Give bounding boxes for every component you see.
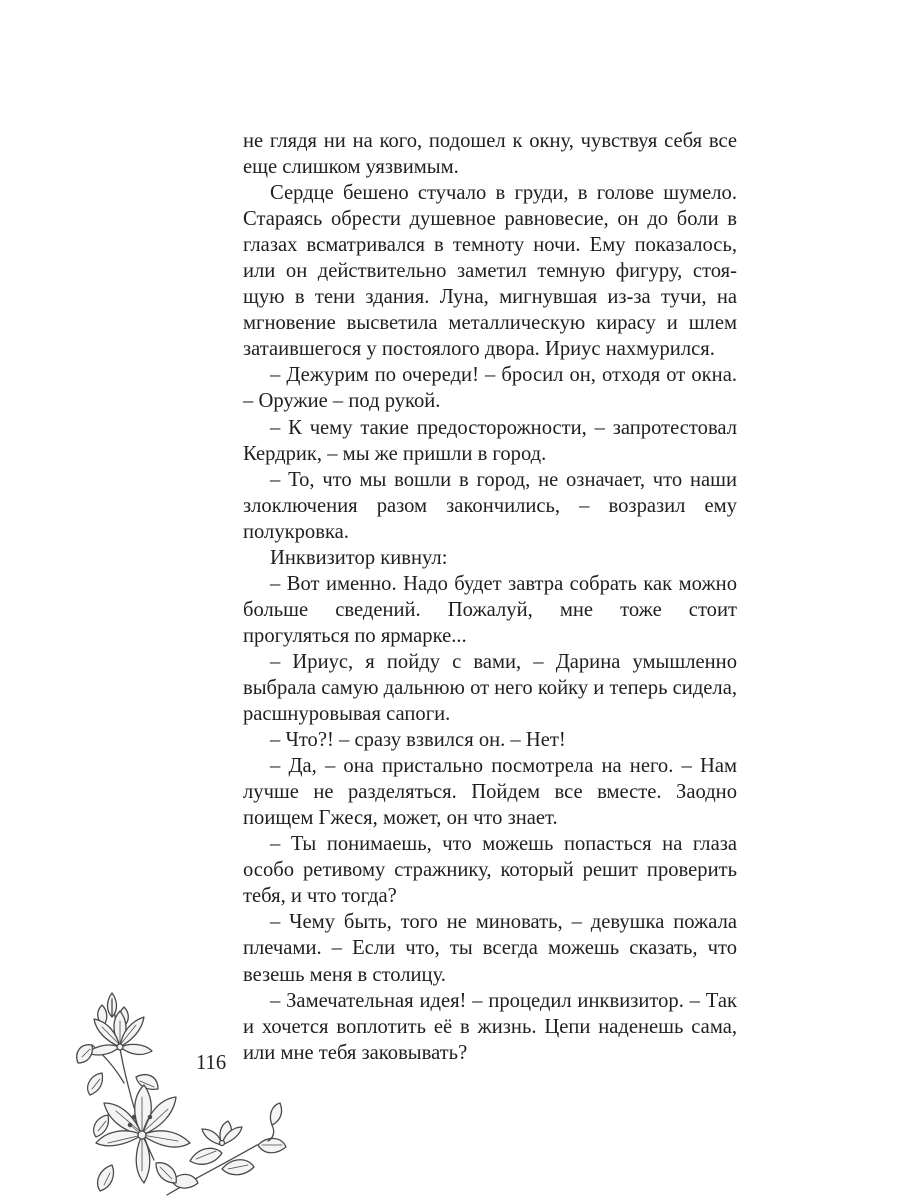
paragraph: – Да, – она пристально посмотрела на него. – Нам лучше не разделяться. Пойдем все вместе. Заодно поищем Гжеся, может, он что знает. bbox=[243, 755, 737, 830]
paragraph: – Вот именно. Надо будет завтра собрать как можно больше сведений. Пожалуй, мне тоже стоит прогуляться по ярмарке... bbox=[243, 572, 737, 647]
paragraph: – Дежурим по очереди! – бросил он, отходя от окна. – Оружие – под рукой. bbox=[243, 364, 737, 413]
floral-corner-ornament-icon bbox=[72, 985, 302, 1200]
paragraph: – Ириус, я пойду с вами, – Дарина умышленно выбрала самую дальнюю от него койку и теперь сидела, расшнуровывая сапоги. bbox=[243, 650, 737, 726]
page-number: 116 bbox=[196, 1052, 227, 1074]
paragraph: – То, что мы вошли в город, не означает, что наши злоключения разом закончились, – возразил ему полукровка. bbox=[243, 468, 737, 543]
paragraph: – Замечательная идея! – процедил инквизитор. – Так и хочется воплотить её в жизнь. Цепи наденешь сама, или мне тебя заковывать? bbox=[243, 989, 737, 1064]
paragraph: – К чему такие предосторожности, – запротестовал Кердрик, – мы же пришли в город. bbox=[243, 416, 737, 465]
paragraph: – Ты понимаешь, что можешь попасться на глаза особо ретивому стражнику, который решит проверить тебя, и что тогда? bbox=[243, 833, 737, 908]
body-text bbox=[243, 128, 737, 1066]
paragraph: Сердце бешено стучало в груди, в голове шумело. Стараясь обрести душевное равновесие, он до боли в глазах всматривался в темноту ночи. Ему показалось, или он действительно заметил темную фигуру, стоящую в тени здания. Луна, мигнувшая из-за тучи, на мгновение высветила металлическую кирасу и шлем затаившегося у постоялого двора. Ириус нахмурился. bbox=[243, 182, 737, 361]
paragraph: Инквизитор кивнул: bbox=[270, 546, 448, 569]
paragraph: – Что?! – сразу взвился он. – Нет! bbox=[270, 729, 566, 752]
paragraph: – Чему быть, того не миновать, – девушка пожала плечами. – Если что, ты всегда можешь сказать, что везешь меня в столицу. bbox=[243, 911, 737, 986]
paragraph: не глядя ни на кого, подошел к окну, чувствуя себя все еще слишком уязвимым. bbox=[243, 130, 737, 179]
